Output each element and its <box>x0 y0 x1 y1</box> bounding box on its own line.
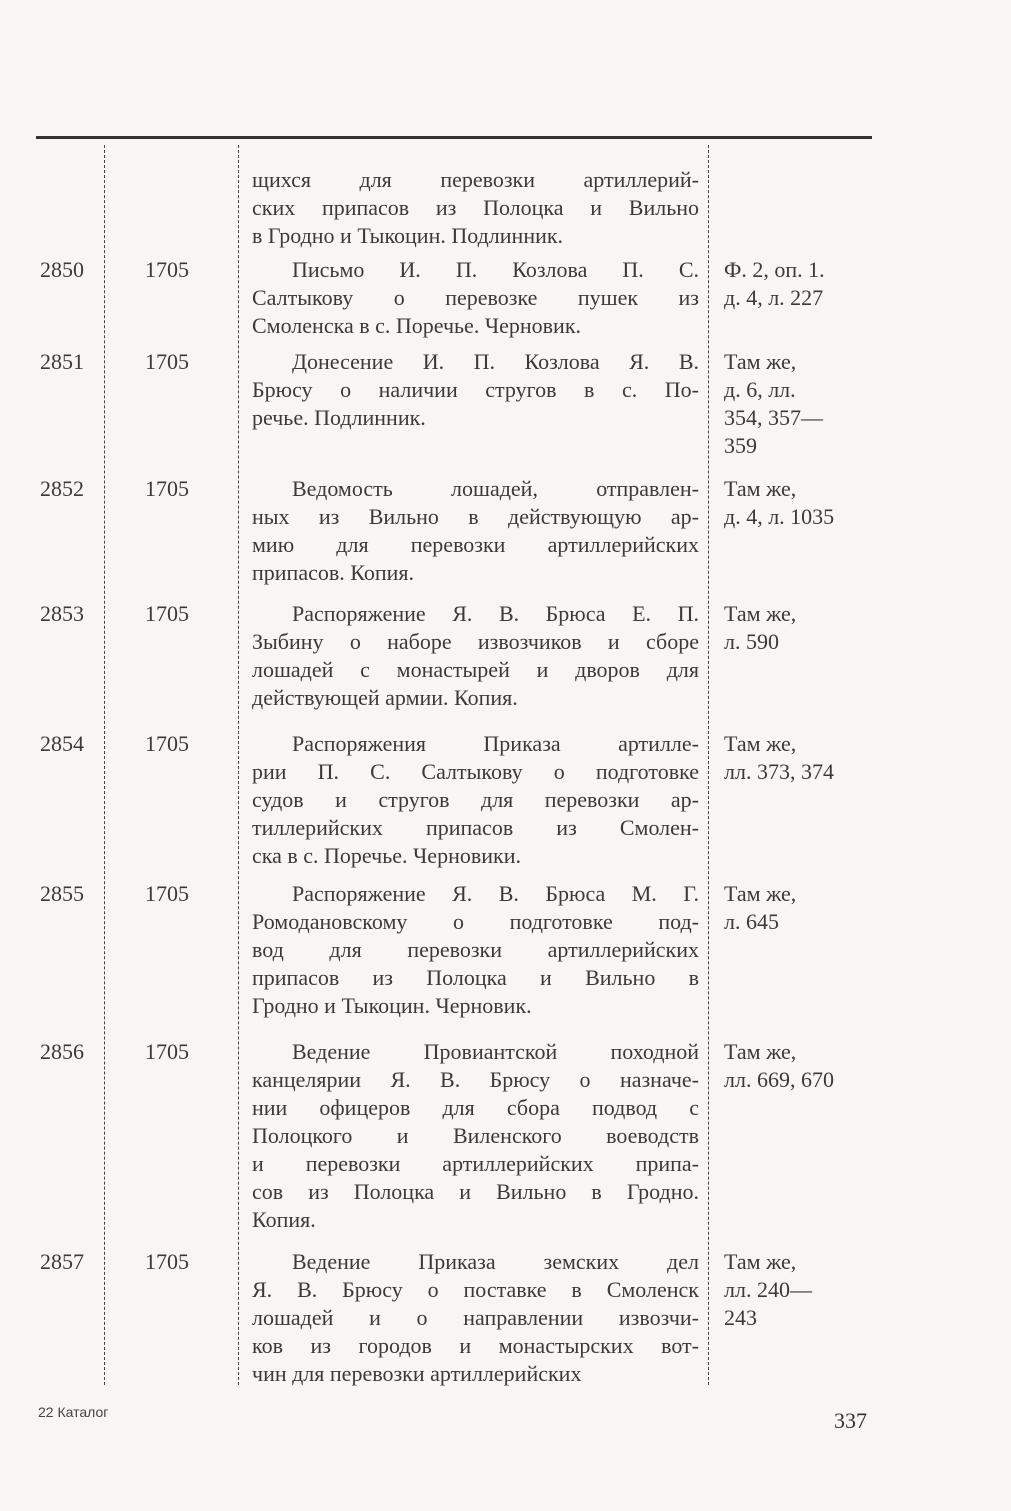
description-line: щихся для перевозки артиллерий- <box>252 167 699 192</box>
description-line: рии П. С. Салтыкову о подготовке <box>252 759 699 784</box>
archive-reference <box>724 1038 874 1094</box>
entry-description <box>252 1248 699 1388</box>
description-line: Брюсу о наличии стругов в с. По- <box>252 377 699 402</box>
entry-number: 2855 <box>40 881 84 906</box>
reference-line: д. 4, л. 1035 <box>724 504 835 529</box>
archive-reference <box>724 880 874 936</box>
description-line: Ведомость лошадей, отправлен- <box>292 476 699 501</box>
description-line: канцелярии Я. В. Брюсу о назначе- <box>252 1067 699 1092</box>
reference-line: д. 4, л. 227 <box>724 285 824 310</box>
entry-number: 2851 <box>40 349 84 374</box>
description-line: речье. Подлинник. <box>252 405 426 430</box>
description-line: судов и стругов для перевозки ар- <box>252 787 699 812</box>
entry-number: 2856 <box>40 1039 84 1064</box>
archive-reference <box>724 348 874 460</box>
entry-year: 1705 <box>145 881 189 906</box>
description-line: Письмо И. П. Козлова П. С. <box>292 257 699 282</box>
entry-description <box>252 600 699 712</box>
entry-number: 2852 <box>40 476 84 501</box>
description-line: Полоцкого и Виленского воеводств <box>252 1123 699 1148</box>
entry-description <box>252 348 699 432</box>
description-line: Смоленска в с. Поречье. Черновик. <box>252 313 582 338</box>
reference-line: Там же, <box>724 1039 797 1064</box>
reference-line: Ф. 2, оп. 1. <box>724 257 825 282</box>
description-line: Ромодановскому о подготовке под- <box>252 909 699 934</box>
entry-description <box>252 166 699 250</box>
description-line: припасов. Копия. <box>252 560 414 585</box>
description-line: действующей армии. Копия. <box>252 685 518 710</box>
description-line: ков из городов и монастырских вот- <box>252 1333 699 1358</box>
column-divider <box>104 145 105 1385</box>
description-line: чин для перевозки артиллерийских <box>252 1361 582 1386</box>
description-line: припасов из Полоцка и Вильно в <box>252 965 699 990</box>
description-line: сов из Полоцка и Вильно в Гродно. <box>252 1179 699 1204</box>
description-line: лошадей и о направлении извозчи- <box>252 1305 699 1330</box>
page-number: 337 <box>834 1408 867 1433</box>
archive-reference <box>724 1248 874 1332</box>
description-line: нии офицеров для сбора подвод с <box>252 1095 699 1120</box>
description-line: и перевозки артиллерийских припа- <box>252 1151 699 1176</box>
description-line: Копия. <box>252 1207 316 1232</box>
description-line: в Гродно и Тыкоцин. Подлинник. <box>252 223 564 248</box>
entry-description <box>252 1038 699 1234</box>
entry-number: 2853 <box>40 601 84 626</box>
description-line: ска в с. Поречье. Черновики. <box>252 843 521 868</box>
description-line: лошадей с монастырей и дворов для <box>252 657 699 682</box>
reference-line: Там же, <box>724 881 797 906</box>
archive-reference <box>724 730 874 786</box>
reference-line: д. 6, лл. <box>724 377 796 402</box>
column-divider <box>238 145 239 1385</box>
reference-line: л. 645 <box>724 909 779 934</box>
description-line: Зыбину о наборе извозчиков и сборе <box>252 629 699 654</box>
reference-line: Там же, <box>724 601 797 626</box>
archive-reference <box>724 600 874 656</box>
description-line: Салтыкову о перевозке пушек из <box>252 285 699 310</box>
entry-year: 1705 <box>145 349 189 374</box>
table-top-rule <box>36 136 872 139</box>
description-line: Ведение Приказа земских дел <box>292 1249 699 1274</box>
column-divider <box>708 145 709 1385</box>
reference-line: 243 <box>724 1305 757 1330</box>
entry-description <box>252 256 699 340</box>
entry-description <box>252 730 699 870</box>
reference-line: лл. 373, 374 <box>724 759 834 784</box>
reference-line: лл. 669, 670 <box>724 1067 834 1092</box>
reference-line: 359 <box>724 433 757 458</box>
signature-mark: 22 Каталог <box>38 1404 109 1420</box>
entry-description <box>252 880 699 1020</box>
description-line: ных из Вильно в действующую ар- <box>252 504 699 529</box>
reference-line: Там же, <box>724 731 797 756</box>
description-line: Ведение Провиантской походной <box>292 1039 699 1064</box>
entry-year: 1705 <box>145 476 189 501</box>
description-line: вод для перевозки артиллерийских <box>252 937 699 962</box>
reference-line: лл. 240— <box>724 1277 812 1302</box>
description-line: Гродно и Тыкоцин. Черновик. <box>252 993 532 1018</box>
description-line: ских припасов из Полоцка и Вильно <box>252 195 699 220</box>
entry-year: 1705 <box>145 1039 189 1064</box>
entry-number: 2857 <box>40 1249 84 1274</box>
description-line: тиллерийских припасов из Смолен- <box>252 815 699 840</box>
entry-year: 1705 <box>145 601 189 626</box>
description-line: Распоряжения Приказа артилле- <box>292 731 699 756</box>
description-line: Распоряжение Я. В. Брюса Е. П. <box>292 601 699 626</box>
entry-year: 1705 <box>145 257 189 282</box>
reference-line: Там же, <box>724 349 797 374</box>
entry-number: 2854 <box>40 731 84 756</box>
description-line: Распоряжение Я. В. Брюса М. Г. <box>292 881 699 906</box>
reference-line: 354, 357— <box>724 405 823 430</box>
reference-line: Там же, <box>724 1249 797 1274</box>
description-line: Донесение И. П. Козлова Я. В. <box>292 349 699 374</box>
description-line: мию для перевозки артиллерийских <box>252 532 699 557</box>
description-line: Я. В. Брюсу о поставке в Смоленск <box>252 1277 699 1302</box>
reference-line: л. 590 <box>724 629 779 654</box>
entry-year: 1705 <box>145 1249 189 1274</box>
entry-year: 1705 <box>145 731 189 756</box>
archive-reference <box>724 475 874 531</box>
archive-reference <box>724 256 874 312</box>
reference-line: Там же, <box>724 476 797 501</box>
entry-number: 2850 <box>40 257 84 282</box>
entry-description <box>252 475 699 587</box>
